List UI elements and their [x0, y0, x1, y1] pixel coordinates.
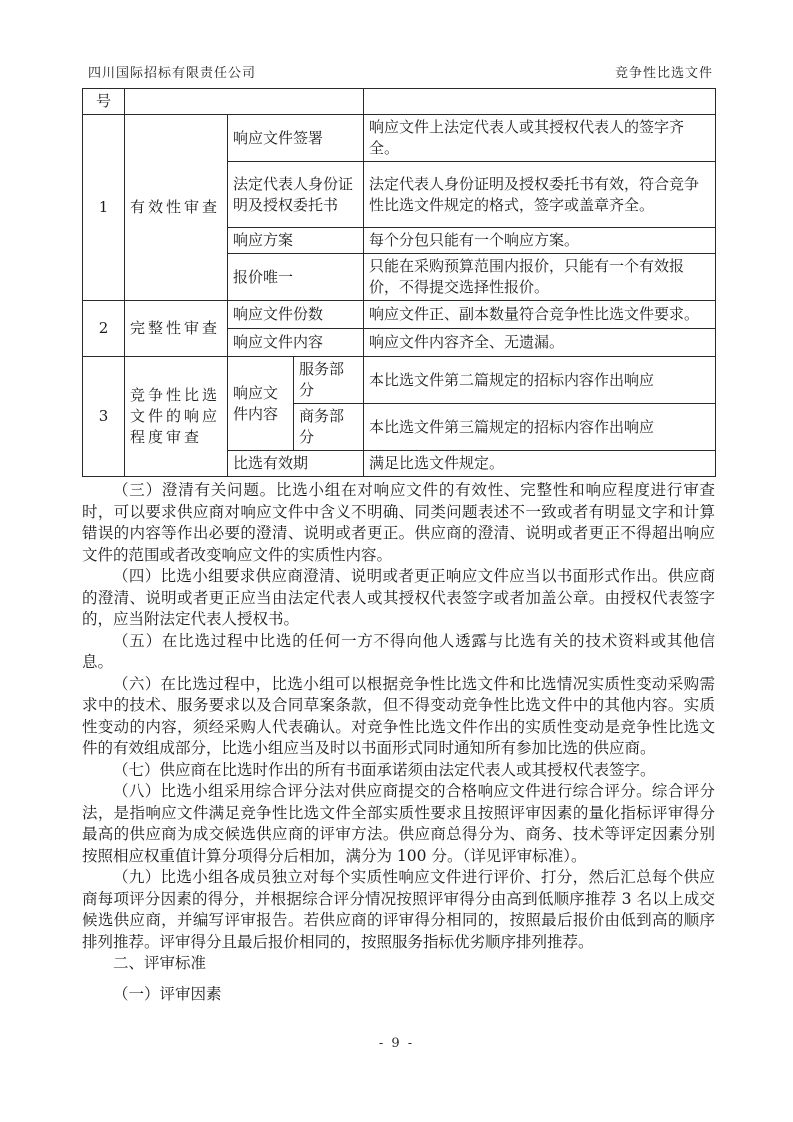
- no-header-cell: 号: [83, 89, 125, 115]
- criterion-cell: 响应文件内容: [228, 357, 294, 451]
- clause-paragraph-8: （八）比选小组采用综合评分法对供应商提交的合格响应文件进行综合评分。综合评分法，是指响应文件满足竞争性比选文件全部实质性要求且按照评审因素的量化指标评审得分最高的供应商为成交候选供应商的评审方法。供应商总得分为、商务、技术等评定因素分别按照相应权重值计算分项得分后相加，满分为 100 分。（详见评审标准）。: [82, 782, 715, 865]
- group-no-cell: 3: [83, 357, 125, 477]
- section-heading: 二、评审标准: [113, 954, 207, 972]
- description-cell: 本比选文件第三篇规定的招标内容作出响应: [364, 404, 716, 451]
- description-cell: 本比选文件第二篇规定的招标内容作出响应: [364, 357, 716, 404]
- header-company-name: 四川国际招标有限责任公司: [88, 66, 257, 81]
- category-cell: 完整性审查: [125, 301, 228, 357]
- description-cell: 法定代表人身份证明及授权委托书有效，符合竞争性比选文件规定的格式，签字或盖章齐全。: [364, 162, 716, 228]
- sub-criterion-cell: 商务部分: [294, 404, 364, 451]
- doc-header: [82, 62, 715, 88]
- clause-paragraph-4: （四）比选小组要求供应商澄清、说明或者更正响应文件应当以书面形式作出。供应商的澄清、说明或者更正应当由法定代表人或其授权代表签字或者加盖公章。由授权代表签字的，应当附法定代表人授权书。: [82, 567, 715, 628]
- criterion-cell: 响应方案: [228, 228, 364, 254]
- table-row: [83, 357, 716, 404]
- criterion-cell: 响应文件签署: [228, 115, 364, 162]
- clause-paragraph-5: （五）在比选过程中比选的任何一方不得向他人透露与比选有关的技术资料或其他信息。: [82, 631, 715, 671]
- description-cell: 满足比选文件规定。: [364, 451, 716, 477]
- page-footer: [0, 1036, 793, 1051]
- description-cell: 只能在采购预算范围内报价，只能有一个有效报价，不得提交选择性报价。: [364, 254, 716, 301]
- clause-paragraph-9: （九）比选小组各成员独立对每个实质性响应文件进行评价、打分，然后汇总每个供应商每项评分因素的得分，并根据综合评分情况按照评审得分由高到低顺序推荐 3 名以上成交候选供应商，并编写评审报告。若供应商的评审得分相同的，按照最后报价由低到高的顺序排列推荐。评审得分且最后报价相同的，按照服务指标优劣顺序排列推荐。: [82, 868, 715, 951]
- criterion-cell: 比选有效期: [228, 451, 364, 477]
- table-row: [83, 89, 716, 115]
- clause-paragraph-6: （六）在比选过程中，比选小组可以根据竞争性比选文件和比选情况实质性变动采购需求中的技术、服务要求以及合同草案条款，但不得变动竞争性比选文件中的其他内容。实质性变动的内容，须经采购人代表确认。对竞争性比选文件作出的实质性变动是竞争性比选文件的有效组成部分，比选小组应当及时以书面形式同时通知所有参加比选的供应商。: [82, 674, 715, 757]
- table-row: [83, 301, 716, 329]
- category-cell: 竞争性比选文件的响应程度审查: [125, 357, 228, 477]
- header-doc-type: 竞争性比选文件: [614, 66, 713, 81]
- table-row: [83, 115, 716, 162]
- category-cell: 有效性审查: [125, 115, 228, 301]
- empty-header-cell: [125, 89, 364, 115]
- description-cell: 响应文件上法定代表人或其授权代表人的签字齐全。: [364, 115, 716, 162]
- sub-criterion-cell: 服务部分: [294, 357, 364, 404]
- description-cell: 响应文件内容齐全、无遗漏。: [364, 329, 716, 357]
- clause-paragraph-3: （三）澄清有关问题。比选小组在对响应文件的有效性、完整性和响应程度进行审查时，可以要求供应商对响应文件中含义不明确、同类问题表述不一致或者有明显文字和计算错误的内容等作出必要的澄清、说明或者更正。供应商的澄清、说明或者更正不得超出响应文件的范围或者改变响应文件的实质性内容。: [82, 481, 715, 564]
- subsection-heading: （一）评审因素: [113, 984, 222, 1003]
- description-cell: 每个分包只能有一个响应方案。: [364, 228, 716, 254]
- empty-header-cell: [364, 89, 716, 115]
- clauses-section: [82, 480, 715, 1005]
- criterion-cell: 报价唯一: [228, 254, 364, 301]
- review-criteria-table: [82, 88, 716, 477]
- group-no-cell: 2: [83, 301, 125, 357]
- criterion-cell: 响应文件份数: [228, 301, 364, 329]
- clause-paragraph-7: （七）供应商在比选时作出的所有书面承诺须由法定代表人或其授权代表签字。: [113, 760, 656, 779]
- page-content: [82, 62, 715, 1005]
- group-no-cell: 1: [83, 115, 125, 301]
- page-number: - 9 -: [378, 1036, 415, 1051]
- description-cell: 响应文件正、副本数量符合竞争性比选文件要求。: [364, 301, 716, 329]
- criterion-cell: 法定代表人身份证明及授权委托书: [228, 162, 364, 228]
- criterion-cell: 响应文件内容: [228, 329, 364, 357]
